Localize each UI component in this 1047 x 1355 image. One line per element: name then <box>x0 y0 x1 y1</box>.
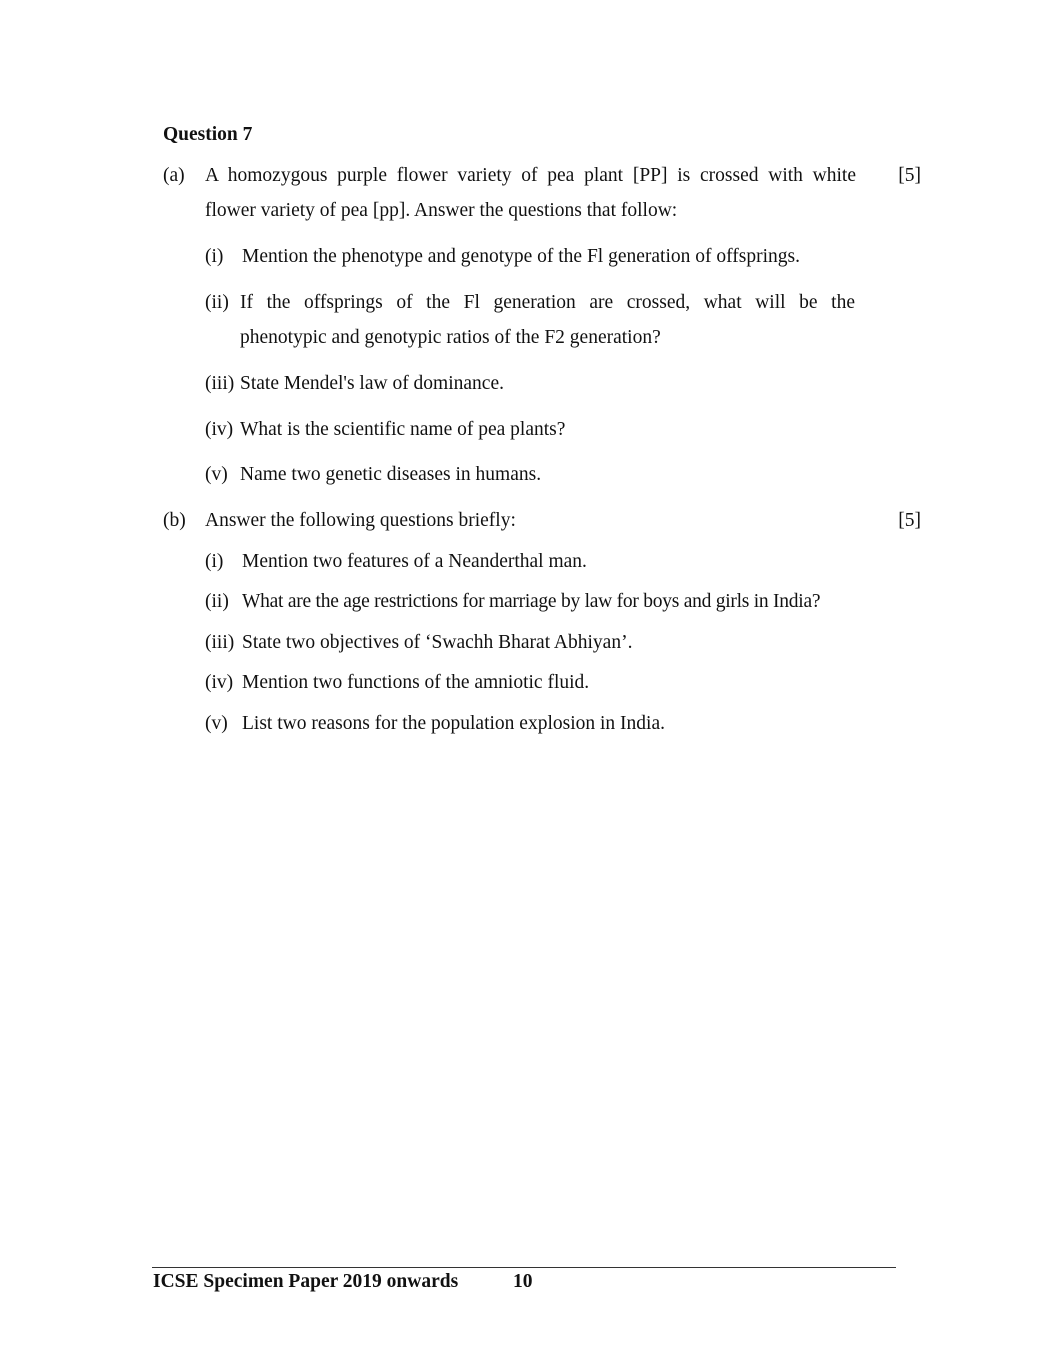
part-a-item-num: (iv) <box>205 419 234 440</box>
part-a-intro-line2: flower variety of pea [pp]. Answer the questions that follow: <box>205 200 678 221</box>
part-b-item-num: (iii) <box>205 632 235 653</box>
question-title: Question 7 <box>163 124 253 145</box>
part-b-item-text: Mention two functions of the amniotic fluid. <box>242 672 590 693</box>
part-a-item-text: What is the scientific name of pea plants? <box>240 419 566 440</box>
part-b-item-num: (v) <box>205 713 228 734</box>
footer-divider <box>152 1267 896 1268</box>
part-b-item-text: What are the age restrictions for marriage by law for boys and girls in India? <box>242 591 821 612</box>
page-number: 10 <box>513 1271 533 1292</box>
part-b-item-num: (iv) <box>205 672 234 693</box>
part-a-item-text-line2: phenotypic and genotypic ratios of the F2 generation? <box>240 327 661 348</box>
part-a-item-num: (ii) <box>205 292 229 313</box>
part-a-item-num: (i) <box>205 246 224 267</box>
part-a-intro-line1: A homozygous purple flower variety of pea plant [PP] is crossed with white <box>205 165 856 186</box>
part-b-item-text: List two reasons for the population explosion in India. <box>242 713 665 734</box>
part-b-label: (b) <box>163 510 186 531</box>
part-b-marks: [5] <box>898 510 921 531</box>
part-b-item-num: (i) <box>205 551 224 572</box>
part-a-item-text: Name two genetic diseases in humans. <box>240 464 542 485</box>
part-a-item-num: (v) <box>205 464 228 485</box>
part-a-item-text: Mention the phenotype and genotype of the Fl generation of offsprings. <box>242 246 800 267</box>
part-a-item-text-line1: If the offsprings of the Fl generation are crossed, what will be the <box>240 292 855 313</box>
part-a-marks: [5] <box>898 165 921 186</box>
footer-title: ICSE Specimen Paper 2019 onwards <box>153 1271 459 1292</box>
part-a-item-num: (iii) <box>205 373 235 394</box>
part-a-item-text: State Mendel's law of dominance. <box>240 373 504 394</box>
part-b-item-text: Mention two features of a Neanderthal man. <box>242 551 587 572</box>
part-b-intro: Answer the following questions briefly: <box>205 510 516 531</box>
part-a-label: (a) <box>163 165 185 186</box>
part-b-item-text: State two objectives of ‘Swachh Bharat Abhiyan’. <box>242 632 633 653</box>
part-b-item-num: (ii) <box>205 591 229 612</box>
